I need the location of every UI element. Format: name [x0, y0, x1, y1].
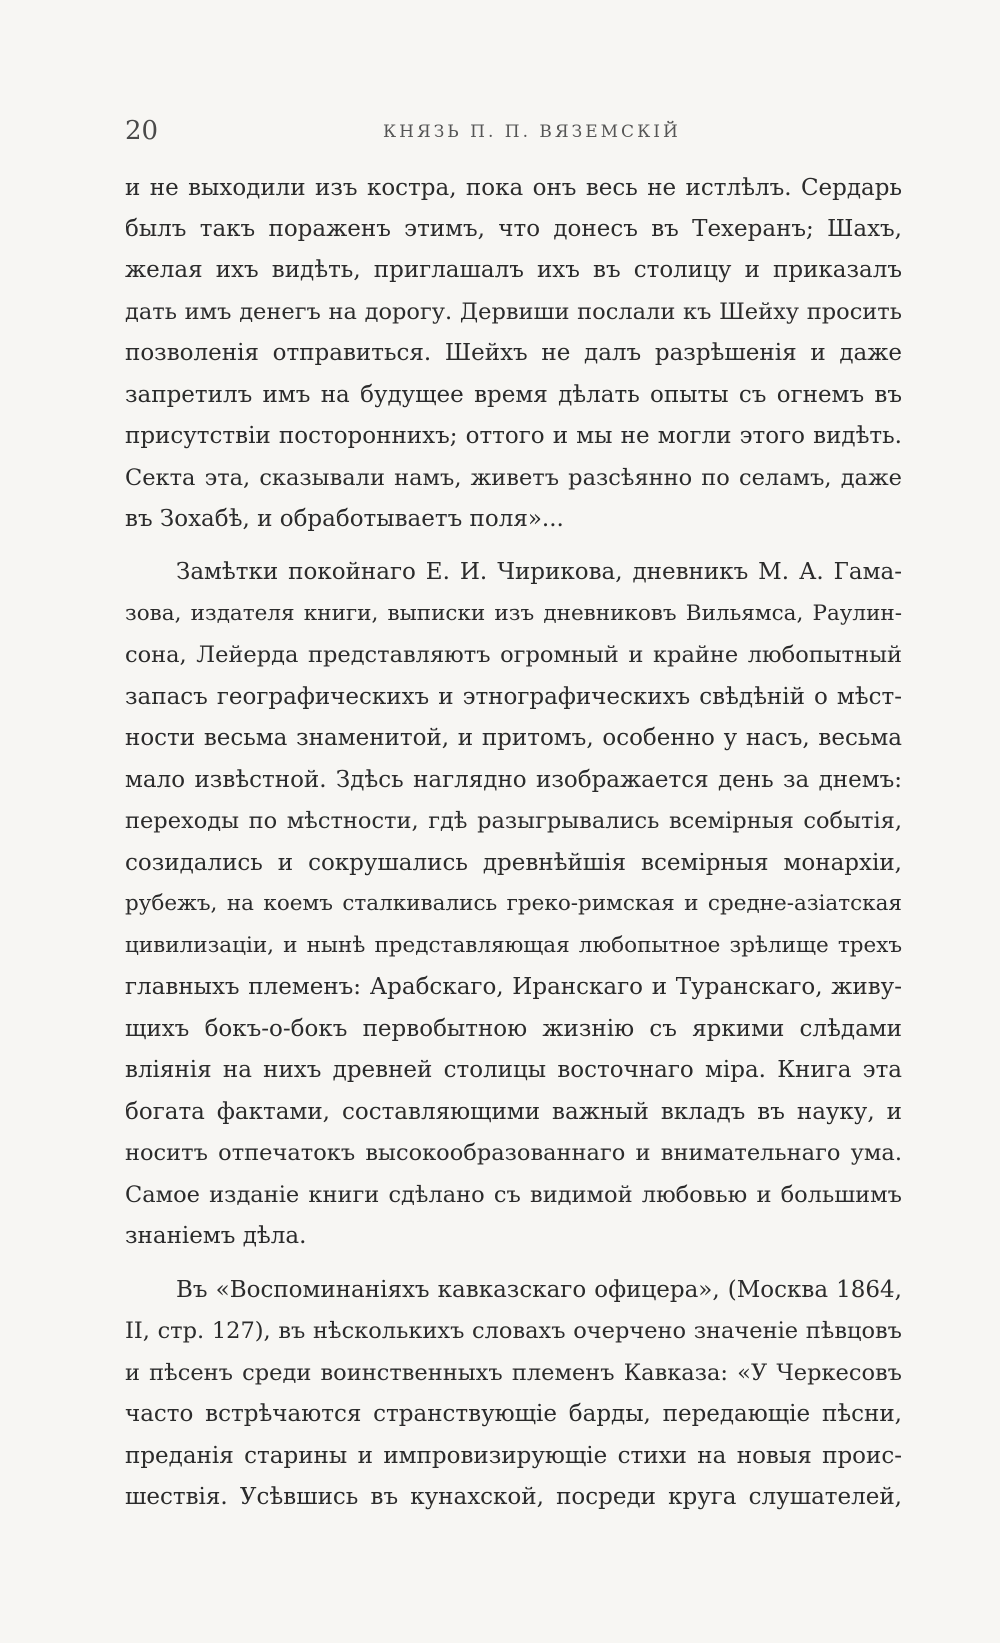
- text-line: II, стр. 127), въ нѣсколькихъ словахъ очерчено значеніе пѣвцовъ: [125, 1318, 902, 1344]
- text-line: запасъ географическихъ и этнографическихъ свѣдѣній о мѣст-: [125, 684, 902, 710]
- text-line: сона, Лейерда представляютъ огромный и крайне любопытный: [125, 642, 902, 668]
- text-line: въ Зохабѣ, и обработываетъ поля»...: [125, 506, 564, 532]
- text-line: былъ такъ пораженъ этимъ, что донесъ въ Техеранъ; Шахъ,: [125, 216, 902, 242]
- running-title: КНЯЗЬ П. П. ВЯЗЕМСКІЙ: [383, 122, 681, 142]
- text-line: и не выходили изъ костра, пока онъ весь не истлѣлъ. Сердарь: [125, 175, 902, 201]
- text-line: дать имъ денегъ на дорогу. Дервиши послали къ Шейху просить: [125, 299, 902, 325]
- text-line: Секта эта, сказывали намъ, живетъ разсѣянно по селамъ, даже: [125, 465, 902, 491]
- text-line: переходы по мѣстности, гдѣ разыгрывались всемірныя событія,: [125, 808, 902, 834]
- text-line: запретилъ имъ на будущее время дѣлать опыты съ огнемъ въ: [125, 382, 902, 408]
- text-line: цивилизаціи, и нынѣ представляющая любопытное зрѣлище трехъ: [125, 933, 902, 958]
- page-number: 20: [125, 116, 159, 146]
- text-line: присутствіи постороннихъ; оттого и мы не могли этого видѣть.: [125, 423, 902, 449]
- text-line: главныхъ племенъ: Арабскаго, Иранскаго и Туранскаго, живу-: [125, 974, 902, 1000]
- text-line: вліянія на нихъ древней столицы восточнаго міра. Книга эта: [125, 1057, 902, 1083]
- text-line: созидались и сокрушались древнѣйшія всемірныя монархіи,: [125, 850, 902, 876]
- text-line: рубежъ, на коемъ сталкивались греко-римская и средне-азіатская: [125, 891, 902, 916]
- text-line: носитъ отпечатокъ высокообразованнаго и внимательнаго ума.: [125, 1140, 902, 1166]
- text-line: желая ихъ видѣть, приглашалъ ихъ въ столицу и приказалъ: [125, 257, 902, 283]
- text-line: Въ «Воспоминаніяхъ кавказскаго офицера», (Москва 1864,: [176, 1277, 902, 1303]
- text-line: мало извѣстной. Здѣсь наглядно изображается день за днемъ:: [125, 767, 902, 793]
- text-line: преданія старины и импровизирующіе стихи на новыя проис-: [125, 1443, 902, 1469]
- text-line: щихъ бокъ-о-бокъ первобытною жизнію съ яркими слѣдами: [125, 1016, 902, 1042]
- text-line: зова, издателя книги, выписки изъ дневниковъ Вильямса, Раулин-: [125, 601, 902, 626]
- text-line: шествія. Усѣвшись въ кунахской, посреди круга слушателей,: [125, 1484, 902, 1510]
- text-line: и пѣсенъ среди воинственныхъ племенъ Кавказа: «У Черкесовъ: [125, 1360, 902, 1386]
- text-line: Замѣтки покойнаго Е. И. Чирикова, дневникъ М. А. Гама-: [176, 559, 902, 585]
- text-line: Самое изданіе книги сдѣлано съ видимой любовью и большимъ: [125, 1182, 902, 1208]
- text-line: позволенія отправиться. Шейхъ не далъ разрѣшенія и даже: [125, 340, 902, 366]
- text-line: ности весьма знаменитой, и притомъ, особенно у насъ, весьма: [125, 725, 902, 751]
- text-line: богата фактами, составляющими важный вкладъ въ науку, и: [125, 1099, 902, 1125]
- text-line: знаніемъ дѣла.: [125, 1223, 307, 1249]
- text-line: часто встрѣчаются странствующіе барды, передающіе пѣсни,: [125, 1401, 902, 1427]
- running-head: [125, 116, 905, 152]
